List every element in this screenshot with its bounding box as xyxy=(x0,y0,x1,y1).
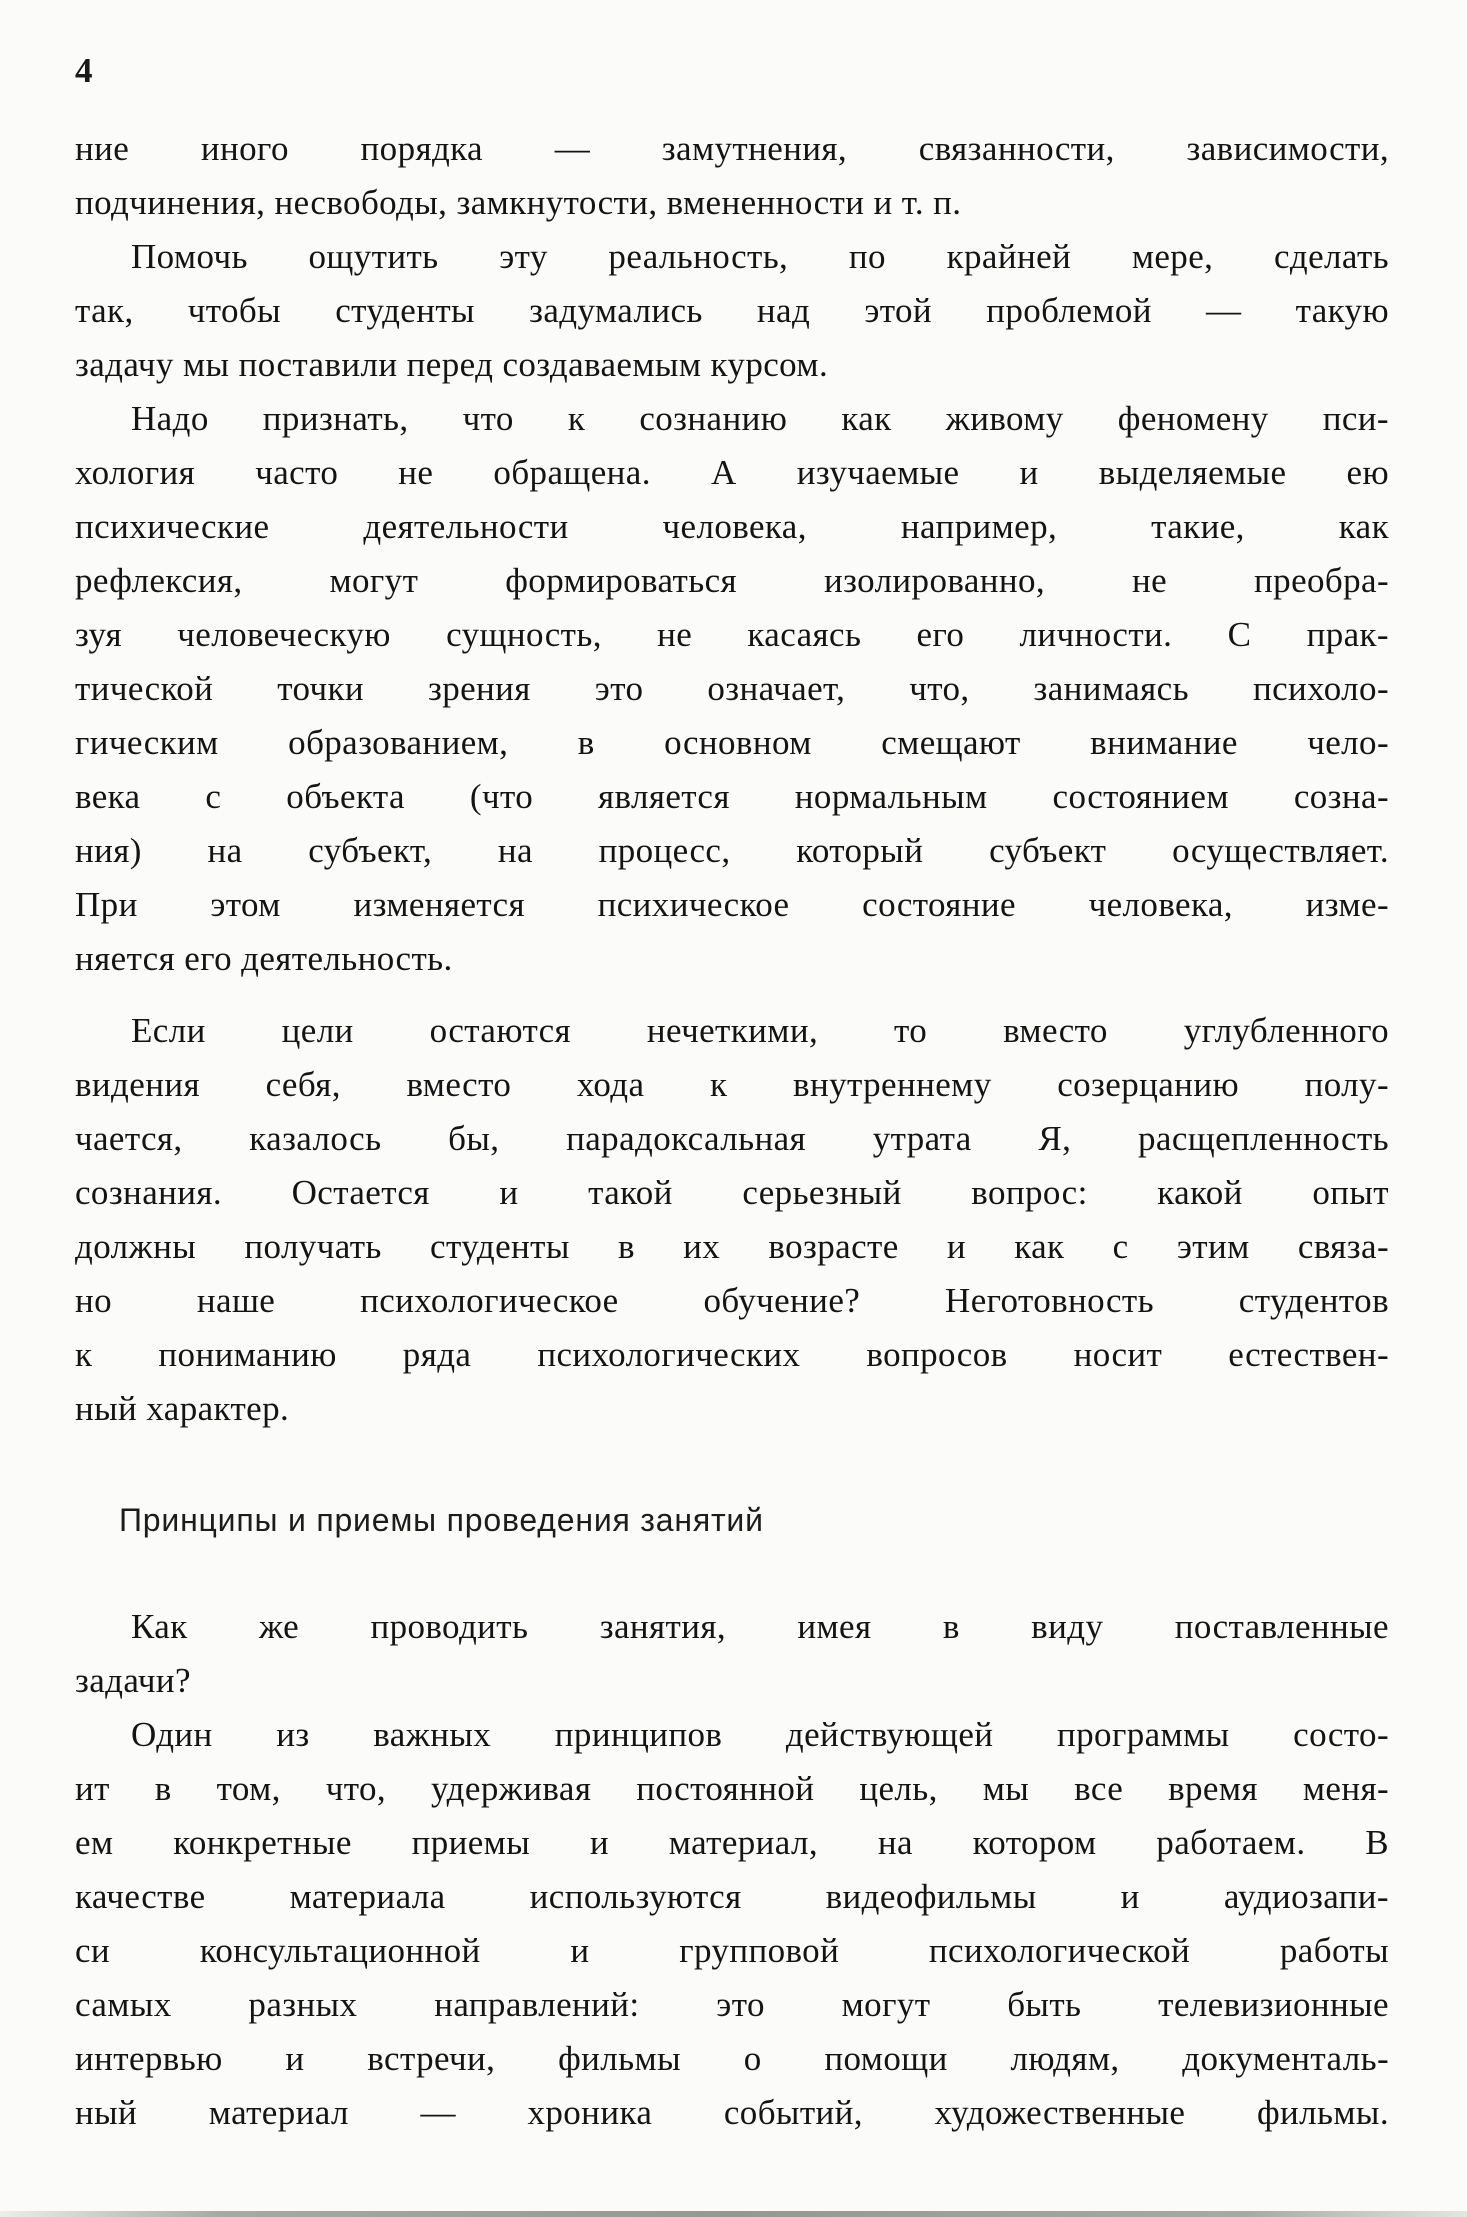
text-line: века с объекта (что является нормальным состоянием созна- xyxy=(75,777,1389,816)
text-line: ние иного порядка — замутнения, связанности, зависимости, xyxy=(75,129,1389,168)
text-line: ния) на субъект, на процесс, который субъект осуществляет. xyxy=(75,831,1389,870)
paragraph xyxy=(75,122,1389,230)
text-line: Надо признать, что к сознанию как живому феномену пси- xyxy=(131,399,1389,438)
text-line: ем конкретные приемы и материал, на котором работаем. В xyxy=(75,1823,1389,1862)
text-line: Один из важных принципов действующей программы состо- xyxy=(131,1715,1389,1754)
text-line: ный характер. xyxy=(75,1389,290,1428)
text-line: самых разных направлений: это могут быть телевизионные xyxy=(75,1985,1389,2024)
text-line: ный материал — хроника событий, художественные фильмы. xyxy=(75,2093,1389,2132)
text-line: но наше психологическое обучение? Неготовность студентов xyxy=(75,1281,1389,1320)
paragraph xyxy=(75,392,1389,986)
text-line: качестве материала используются видеофильмы и аудиозапи- xyxy=(75,1877,1389,1916)
text-line: зуя человеческую сущность, не касаясь его личности. С прак- xyxy=(75,615,1389,654)
text-line: Если цели остаются нечеткими, то вместо углубленного xyxy=(131,1011,1389,1050)
text-line: Как же проводить занятия, имея в виду поставленные xyxy=(131,1607,1389,1646)
text-line: хология часто не обращена. А изучаемые и выделяемые ею xyxy=(75,453,1389,492)
page-body xyxy=(75,122,1389,2140)
paragraph xyxy=(75,230,1389,392)
text-line: рефлексия, могут формироваться изолированно, не преобра- xyxy=(75,561,1389,600)
text-line: си консультационной и групповой психологической работы xyxy=(75,1931,1389,1970)
text-line: няется его деятельность. xyxy=(75,939,453,978)
text-line: гическим образованием, в основном смещают внимание чело- xyxy=(75,723,1389,762)
text-line: интервью и встречи, фильмы о помощи людям, документаль- xyxy=(75,2039,1389,2078)
text-line: к пониманию ряда психологических вопросов носит естествен- xyxy=(75,1335,1389,1374)
text-line: сознания. Остается и такой серьезный вопрос: какой опыт xyxy=(75,1173,1389,1212)
text-line: чается, казалось бы, парадоксальная утрата Я, расщепленность xyxy=(75,1119,1389,1158)
scan-bottom-edge xyxy=(0,2211,1467,2217)
text-line: видения себя, вместо хода к внутреннему созерцанию полу- xyxy=(75,1065,1389,1104)
paragraph xyxy=(75,1600,1389,1708)
paragraph xyxy=(75,1004,1389,1436)
text-line: При этом изменяется психическое состояние человека, изме- xyxy=(75,885,1389,924)
text-line: тической точки зрения это означает, что, занимаясь психоло- xyxy=(75,669,1389,708)
text-line: Помочь ощутить эту реальность, по крайней мере, сделать xyxy=(131,237,1389,276)
text-line: ит в том, что, удерживая постоянной цель, мы все время меня- xyxy=(75,1769,1389,1808)
paragraph xyxy=(75,1708,1389,2140)
text-line: психические деятельности человека, например, такие, как xyxy=(75,507,1389,546)
text-line: должны получать студенты в их возрасте и как с этим связа- xyxy=(75,1227,1389,1266)
page-number: 4 xyxy=(75,51,93,90)
text-line: так, чтобы студенты задумались над этой проблемой — такую xyxy=(75,291,1389,330)
text-line: подчинения, несвободы, замкнутости, вмененности и т. п. xyxy=(75,183,962,222)
section-heading: Принципы и приемы проведения занятий xyxy=(119,1502,764,1538)
text-line: задачи? xyxy=(75,1661,191,1700)
text-line: задачу мы поставили перед создаваемым курсом. xyxy=(75,345,829,384)
